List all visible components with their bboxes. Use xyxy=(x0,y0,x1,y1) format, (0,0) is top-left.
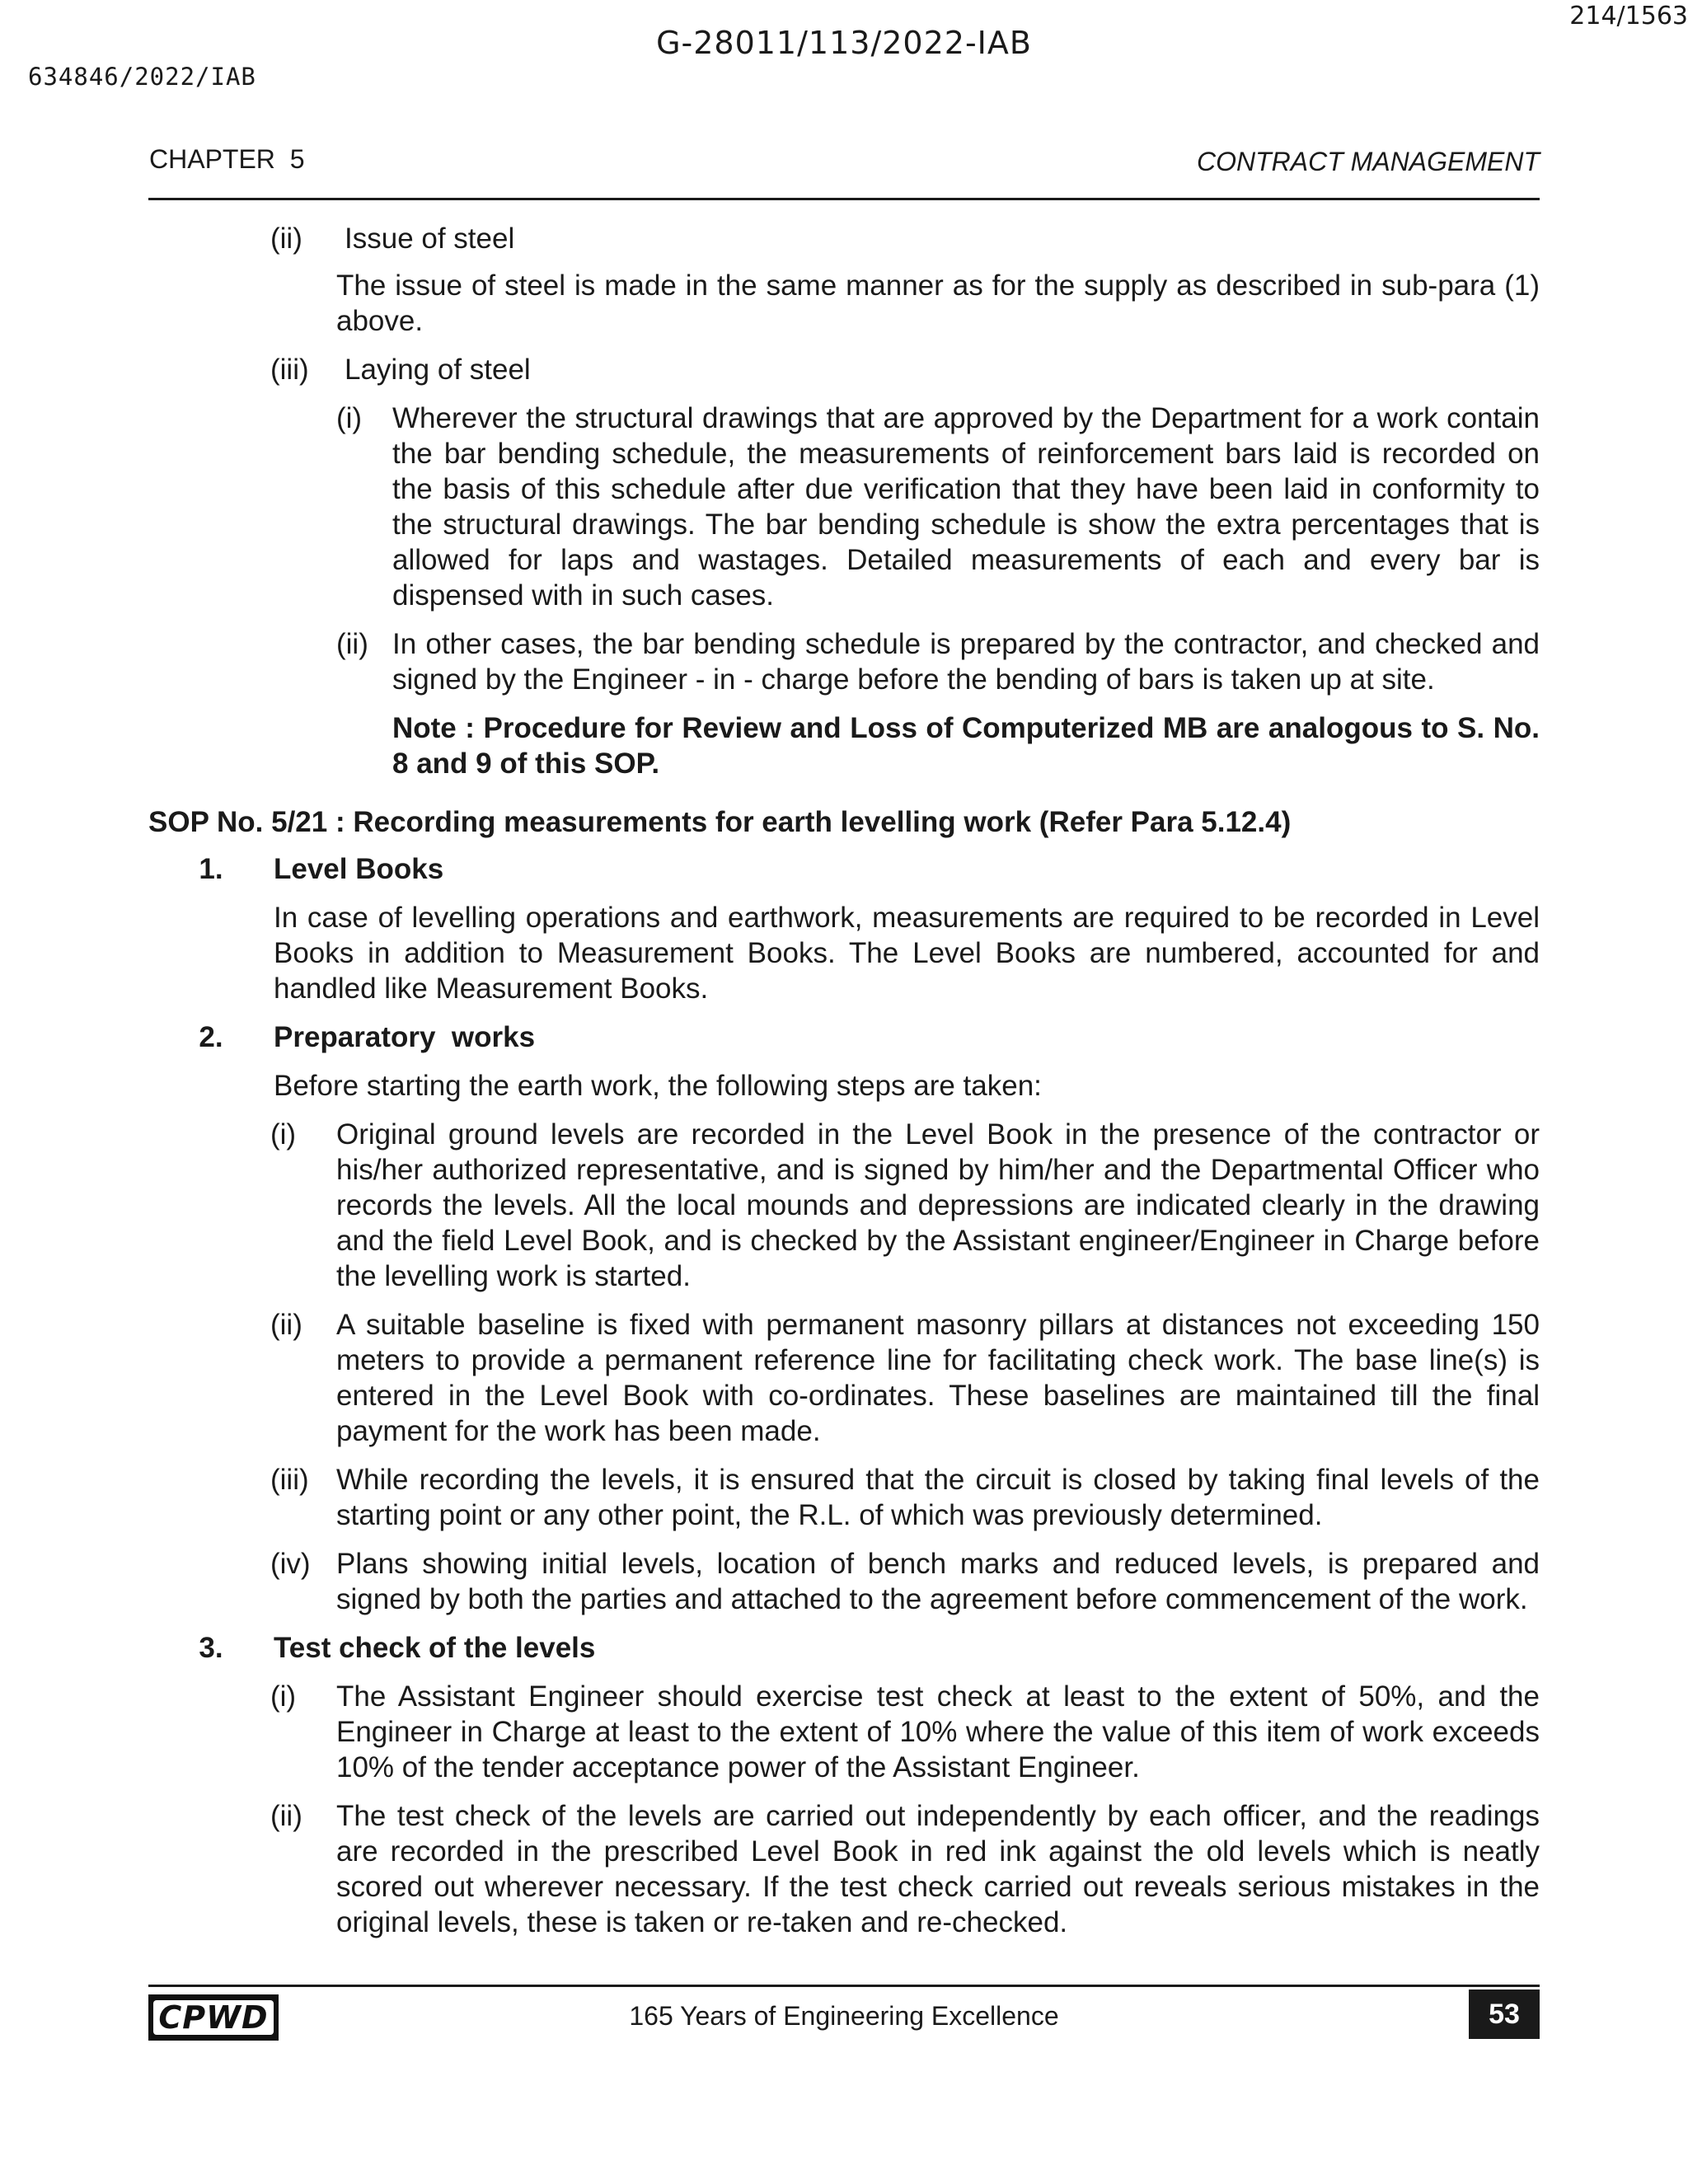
item-number: (ii) xyxy=(336,628,368,660)
note-text: Note : Procedure for Review and Loss of Computerized MB are analogous to S. No. 8 and 9 of this SOP. xyxy=(392,712,1540,780)
item-text: In other cases, the bar bending schedule is prepared by the contractor, and checked and signed by the Engineer - in - charge before the bending of bars is taken up at site. xyxy=(392,628,1540,696)
item-title: Issue of steel xyxy=(345,223,515,255)
item-number: (i) xyxy=(270,1680,297,1713)
item-number: (i) xyxy=(270,1118,297,1151)
footer-rule xyxy=(148,1985,1540,1987)
logo-text: CPWD xyxy=(153,2000,273,2035)
sop-heading: SOP No. 5/21 : Recording measurements for earth levelling work (Refer Para 5.12.4) xyxy=(148,806,1292,838)
header-rule xyxy=(148,198,1540,200)
item-number: (iii) xyxy=(270,1464,309,1496)
item-text: Plans showing initial levels, location of bench marks and reduced levels, is prepared and signed by both the parties and attached to the agreement before commencement of the work. xyxy=(336,1548,1540,1615)
laying-item xyxy=(336,626,1540,697)
list-item xyxy=(270,1798,1540,1940)
section-number: 3. xyxy=(199,1632,223,1664)
item-text: Wherever the structural drawings that are approved by the Department for a work contain the bar bending schedule, the measurements of reinforcement bars laid is recorded on the basis of this schedule after due verification that they have been laid in conformity to the structural drawings. The bar bending schedule is show the extra percentages that is allowed for laps and wastages. Detailed measurements of each and every bar is dispensed with in such cases. xyxy=(392,402,1540,612)
section-intro: Before starting the earth work, the following steps are taken: xyxy=(274,1070,1042,1102)
section-heading xyxy=(148,1630,1540,1666)
item-number: (ii) xyxy=(270,1309,302,1341)
file-number-stamp: G-28011/113/2022-IAB xyxy=(656,25,1032,61)
page-number: 53 xyxy=(1469,1990,1540,2039)
laying-of-steel-heading xyxy=(270,352,1540,387)
item-text: While recording the levels, it is ensured that the circuit is closed by taking final levels of the starting point or any other point, the R.L. of which was previously determined. xyxy=(336,1464,1540,1531)
section-title: Level Books xyxy=(274,853,444,885)
section-title: Test check of the levels xyxy=(274,1632,596,1664)
section-heading xyxy=(148,1019,1540,1055)
list-item xyxy=(270,1679,1540,1785)
laying-item xyxy=(336,401,1540,613)
item-number: (ii) xyxy=(270,223,302,255)
item-text: Original ground levels are recorded in the Level Book in the presence of the contractor or his/her authorized representative, and is signed by him/her and the Departmental Officer who records the levels. All the local mounds and depressions are indicated clearly in the drawing and the field Level Book, and is checked by the Assistant engineer/Engineer in Charge before the levelling work is started. xyxy=(336,1118,1540,1292)
section-title: Preparatory works xyxy=(274,1021,536,1053)
item-text: A suitable baseline is fixed with permanent masonry pillars at distances not exceeding 150 meters to provide a permanent reference line for facilitating check work. The base line(s) is entered in the Level Book with co-ordinates. These baselines are maintained till the final payment for the work has been made. xyxy=(336,1309,1540,1447)
footer-tagline: 165 Years of Engineering Excellence xyxy=(629,2001,1059,2031)
item-number: (iii) xyxy=(270,354,309,386)
chapter-label: CHAPTER 5 xyxy=(149,144,305,174)
section-heading xyxy=(148,851,1540,887)
page-count-stamp: 214/1563 xyxy=(1569,2,1688,30)
issue-of-steel-heading xyxy=(270,221,1540,256)
section-number: 2. xyxy=(199,1021,223,1053)
page-content xyxy=(148,221,1540,1940)
issue-of-steel-text: The issue of steel is made in the same manner as for the supply as described in sub-para (1) above. xyxy=(336,269,1540,337)
item-text: The test check of the levels are carried out independently by each officer, and the readings are recorded in the prescribed Level Book in red ink against the old levels which is neatly scored out wherever necessary. If the test check carried out reveals serious mistakes in the original levels, these is taken or re-taken and re-checked. xyxy=(336,1800,1540,1938)
list-item xyxy=(270,1307,1540,1449)
section-number: 1. xyxy=(199,853,223,885)
item-text: The Assistant Engineer should exercise test check at least to the extent of 50%, and the Engineer in Charge at least to the extent of 10% where the value of this item of work exceeds 10% of the tender acceptance power of the Assistant Engineer. xyxy=(336,1680,1540,1783)
receipt-number-stamp: 634846/2022/IAB xyxy=(28,63,256,91)
item-number: (i) xyxy=(336,402,363,434)
list-item xyxy=(270,1546,1540,1617)
item-number: (iv) xyxy=(270,1548,311,1580)
item-title: Laying of steel xyxy=(345,354,531,386)
list-item xyxy=(270,1462,1540,1533)
item-number: (ii) xyxy=(270,1800,302,1832)
list-item xyxy=(270,1117,1540,1294)
section-intro: In case of levelling operations and earthwork, measurements are required to be recorded in Level Books in addition to Measurement Books. The Level Books are numbered, accounted for and handled like Measurement Books. xyxy=(274,902,1540,1005)
section-title: CONTRACT MANAGEMENT xyxy=(1197,147,1540,176)
